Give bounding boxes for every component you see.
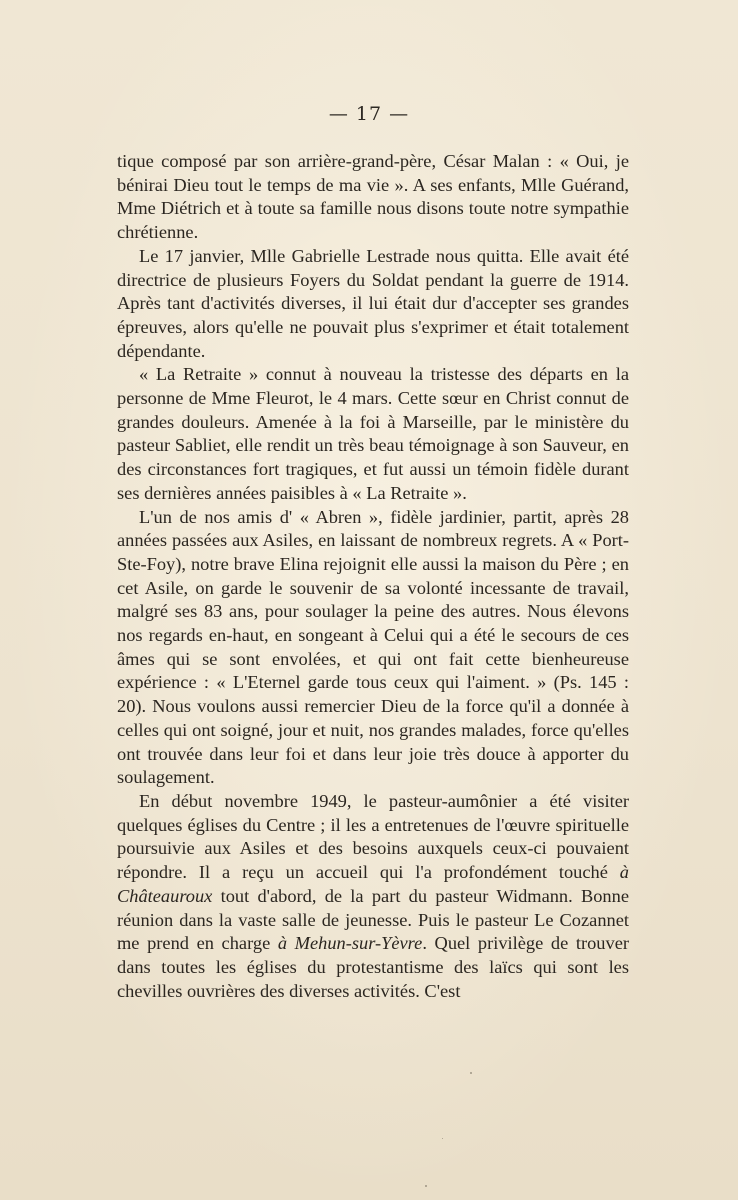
paragraph-text: Le 17 janvier, Mlle Gabrielle Lestrade nous quitta. Elle avait été directrice de plusieurs Foyers du Soldat pendant la guerre de 1914. Après tant d'activités diverses, il lui était dur d'accepter ses grandes épreuves, alors qu'elle ne pouvait plus s'exprimer et était totalement dépendante. <box>117 245 629 361</box>
paragraph-2 <box>117 245 629 364</box>
place-name-italic: à Châteauroux <box>117 862 629 906</box>
paragraph-text: tique composé par son arrière-grand-père, César Malan : « Oui, je bénirai Dieu tout le temps de ma vie ». A ses enfants, Mlle Guérand, Mme Diétrich et à toute sa famille nous disons toute notre sympathie chrétienne. <box>117 151 629 243</box>
paragraph-3 <box>117 363 629 505</box>
paragraph-text: . Quel privilège de trouver dans toutes les églises du protestantisme des laïcs qui sont les chevilles ouvrières des diverses activités. C'est <box>117 933 629 1001</box>
paper-speck <box>470 1072 472 1074</box>
paragraph-1 <box>117 150 629 245</box>
paragraph-text: « La Retraite » connut à nouveau la tristesse des départs en la personne de Mme Fleurot, le 4 mars. Cette sœur en Christ connut de grandes douleurs. Amenée à la foi à Marseille, par le ministère du pasteur Sabliet, elle rendit un très beau témoignage à son Sauveur, en des circonstances fort tragiques, et fut aussi un témoin fidèle durant ses dernières années paisibles à « La Retraite ». <box>117 364 629 503</box>
page-number: — 17 — <box>328 103 410 125</box>
paragraph-text: L'un de nos amis d' « Abren », fidèle jardinier, partit, après 28 années passées aux Asiles, en laissant de nombreux regrets. A « Port-Ste-Foy), notre brave Elina rejoignit elle aussi la maison du Père ; en cet Asile, on garde le souvenir de sa volonté incessante de travail, malgré ses 83 ans, pour soulager la peine des autres. Nous élevons nos regards en-haut, en songeant à Celui qui a été le secours de ces âmes qui se sont envolées, et qui ont fait cette bienheureuse expérience : « L'Eternel garde tous ceux qui l'aiment. » (Ps. 145 : 20). Nous voulons aussi remercier Dieu de la force qu'il a donnée à celles qui ont soigné, jour et nuit, nos grandes malades, force qu'elles ont trouvée dans leur foi et dans leur joie très douce à apporter du soulagement. <box>117 506 629 788</box>
body-text <box>117 150 629 1003</box>
paragraph-text: En début novembre 1949, le pasteur-aumônier a été visiter quelques églises du Centre ; il les a entretenues de l'œuvre spirituelle poursuivie aux Asiles et des besoins auxquels ceux-ci pouvaient répondre. Il a reçu un accueil qui l'a profondément touché <box>117 790 629 883</box>
paragraph-5 <box>117 790 629 1003</box>
paragraph-4 <box>117 506 629 790</box>
paragraph-text: tout d'abord, de la part du pasteur Widmann. Bonne réunion dans la vaste salle de jeunesse. Puis le pasteur Le Cozannet me prend en charge <box>117 885 629 954</box>
paper-speck <box>425 1185 427 1187</box>
paper-speck <box>442 1138 443 1139</box>
place-name-italic: à Mehun-sur-Yèvre <box>277 933 423 954</box>
